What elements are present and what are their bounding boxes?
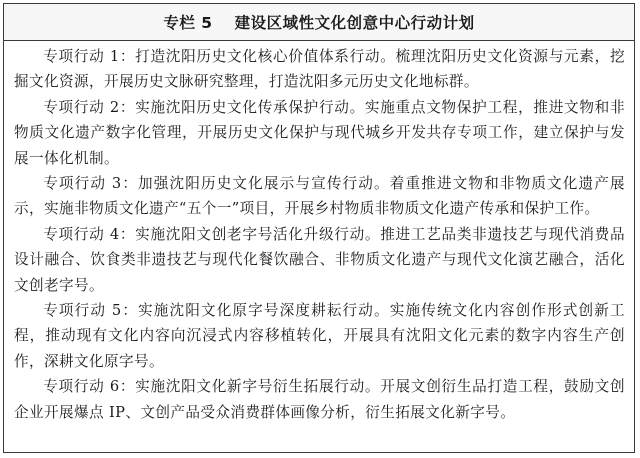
box-title: 建设区域性文化创意中心行动计划 [234, 14, 475, 32]
box-header [4, 4, 634, 41]
action-paragraph-6: 专项行动 6：实施沈阳文化新字号衍生拓展行动。开展文创衍生品打造工程，鼓励文创企业开展爆点 IP、文创产品受众消费群体画像分析，衍生拓展文化新字号。 [14, 378, 625, 421]
box-content [4, 41, 634, 425]
sidebar-box [3, 3, 635, 453]
action-paragraph-4: 专项行动 4：实施沈阳文创老字号活化升级行动。推进工艺品类非遗技艺与现代消费品设计融合、饮食类非遗技艺与现代化餐饮融合、非物质文化遗产与现代文化演艺融合，活化文创老字号。 [14, 225, 625, 294]
box-label: 专栏 5 [163, 14, 213, 32]
action-paragraph-3: 专项行动 3：加强沈阳历史文化展示与宣传行动。着重推进文物和非物质文化遗产展示，实施非物质文化遗产“五个一”项目，开展乡村物质非物质文化遗产传承和保护工作。 [14, 175, 625, 218]
action-paragraph-5: 专项行动 5：实施沈阳文化原字号深度耕耘行动。实施传统文化内容创作形式创新工程，推动现有文化内容向沉浸式内容移植转化，开展具有沈阳文化元素的数字内容生产创作，深耕文化原字号。 [14, 302, 625, 370]
action-paragraph-1: 专项行动 1：打造沈阳历史文化核心价值体系行动。梳理沈阳历史文化资源与元素，挖掘文化资源，开展历史文脉研究整理，打造沈阳多元历史文化地标群。 [14, 48, 625, 91]
action-paragraph-2: 专项行动 2：实施沈阳历史文化传承保护行动。实施重点文物保护工程，推进文物和非物质文化遗产数字化管理，开展历史文化保护与现代城乡开发共存专项工作，建立保护与发展一体化机制。 [14, 98, 625, 167]
